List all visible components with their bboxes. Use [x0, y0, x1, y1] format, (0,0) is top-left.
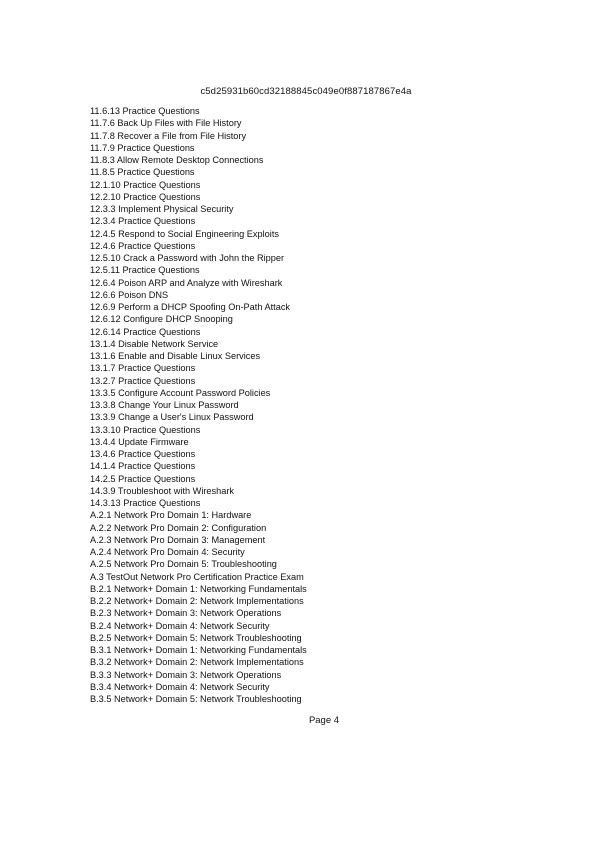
list-item: B.3.1 Network+ Domain 1: Networking Fundamentals: [90, 645, 307, 655]
list-item: B.2.2 Network+ Domain 2: Network Implementations: [90, 596, 304, 606]
list-item: 12.4.6 Practice Questions: [90, 240, 196, 251]
page-number: Page 4: [308, 715, 340, 726]
list-item: B.2.1 Network+ Domain 1: Networking Fundamentals: [90, 583, 307, 594]
document-hash-header: c5d25931b60cd32188845c049e0f887187867e4a: [200, 86, 412, 97]
list-item: A.2.1 Network Pro Domain 1: Hardware: [90, 510, 252, 521]
list-item: 11.8.5 Practice Questions: [90, 167, 195, 178]
list-item: B.2.5 Network+ Domain 5: Network Troubleshooting: [90, 632, 302, 643]
list-item: B.3.4 Network+ Domain 4: Network Security: [90, 681, 270, 692]
list-item: 12.1.10 Practice Questions: [90, 179, 201, 190]
list-item: 12.6.6 Poison DNS: [90, 289, 169, 300]
list-item: 12.5.11 Practice Questions: [90, 265, 200, 276]
list-item: 11.7.8 Recover a File from File History: [90, 130, 247, 141]
list-item: 14.3.13 Practice Questions: [90, 498, 201, 508]
list-item: B.3.5 Network+ Domain 5: Network Troubleshooting: [90, 694, 302, 704]
list-item: 12.4.5 Respond to Social Engineering Exploits: [90, 228, 279, 239]
list-item: 12.6.14 Practice Questions: [90, 326, 201, 337]
list-item: 12.6.4 Poison ARP and Analyze with Wireshark: [90, 277, 283, 288]
list-item: 13.3.9 Change a User's Linux Password: [90, 412, 254, 423]
list-item: 13.3.5 Configure Account Password Policies: [90, 387, 271, 398]
list-item: 12.5.10 Crack a Password with John the Ripper: [90, 253, 285, 263]
list-item: 14.3.9 Troubleshoot with Wireshark: [90, 485, 235, 496]
list-item: 11.7.6 Back Up Files with File History: [90, 118, 242, 129]
list-item: 13.3.10 Practice Questions: [90, 424, 201, 435]
list-item: 11.6.13 Practice Questions: [90, 106, 200, 116]
list-item: B.2.3 Network+ Domain 3: Network Operations: [90, 608, 282, 619]
entry-list: [90, 105, 307, 705]
list-item: B.3.3 Network+ Domain 3: Network Operations: [90, 669, 282, 680]
list-item: B.2.4 Network+ Domain 4: Network Security: [90, 620, 270, 631]
list-item: A.2.2 Network Pro Domain 2: Configuration: [90, 522, 267, 533]
list-item: 13.1.6 Enable and Disable Linux Services: [90, 351, 261, 361]
list-item: 12.6.9 Perform a DHCP Spoofing On-Path Attack: [90, 302, 291, 312]
list-item: A.3 TestOut Network Pro Certification Practice Exam: [90, 571, 304, 582]
list-item: 13.1.4 Disable Network Service: [90, 338, 219, 349]
list-item: 13.1.7 Practice Questions: [90, 363, 196, 374]
list-item: A.2.3 Network Pro Domain 3: Management: [90, 534, 266, 545]
list-item: 12.3.3 Implement Physical Security: [90, 204, 234, 214]
list-item: 13.3.8 Change Your Linux Password: [90, 400, 239, 410]
list-item: 12.3.4 Practice Questions: [90, 216, 196, 227]
list-item: 14.1.4 Practice Questions: [90, 461, 196, 472]
list-item: 11.8.3 Allow Remote Desktop Connections: [90, 155, 264, 165]
list-item: 13.2.7 Practice Questions: [90, 375, 196, 386]
list-item: A.2.4 Network Pro Domain 4: Security: [90, 547, 245, 557]
list-item: 13.4.6 Practice Questions: [90, 449, 196, 459]
list-item: 14.2.5 Practice Questions: [90, 473, 196, 484]
list-item: 12.6.12 Configure DHCP Snooping: [90, 314, 233, 325]
list-item: B.3.2 Network+ Domain 2: Network Implementations: [90, 657, 304, 668]
list-item: A.2.5 Network Pro Domain 5: Troubleshooting: [90, 559, 277, 570]
list-item: 12.2.10 Practice Questions: [90, 191, 201, 202]
list-item: 13.4.4 Update Firmware: [90, 436, 189, 447]
list-item: 11.7.9 Practice Questions: [90, 142, 195, 153]
